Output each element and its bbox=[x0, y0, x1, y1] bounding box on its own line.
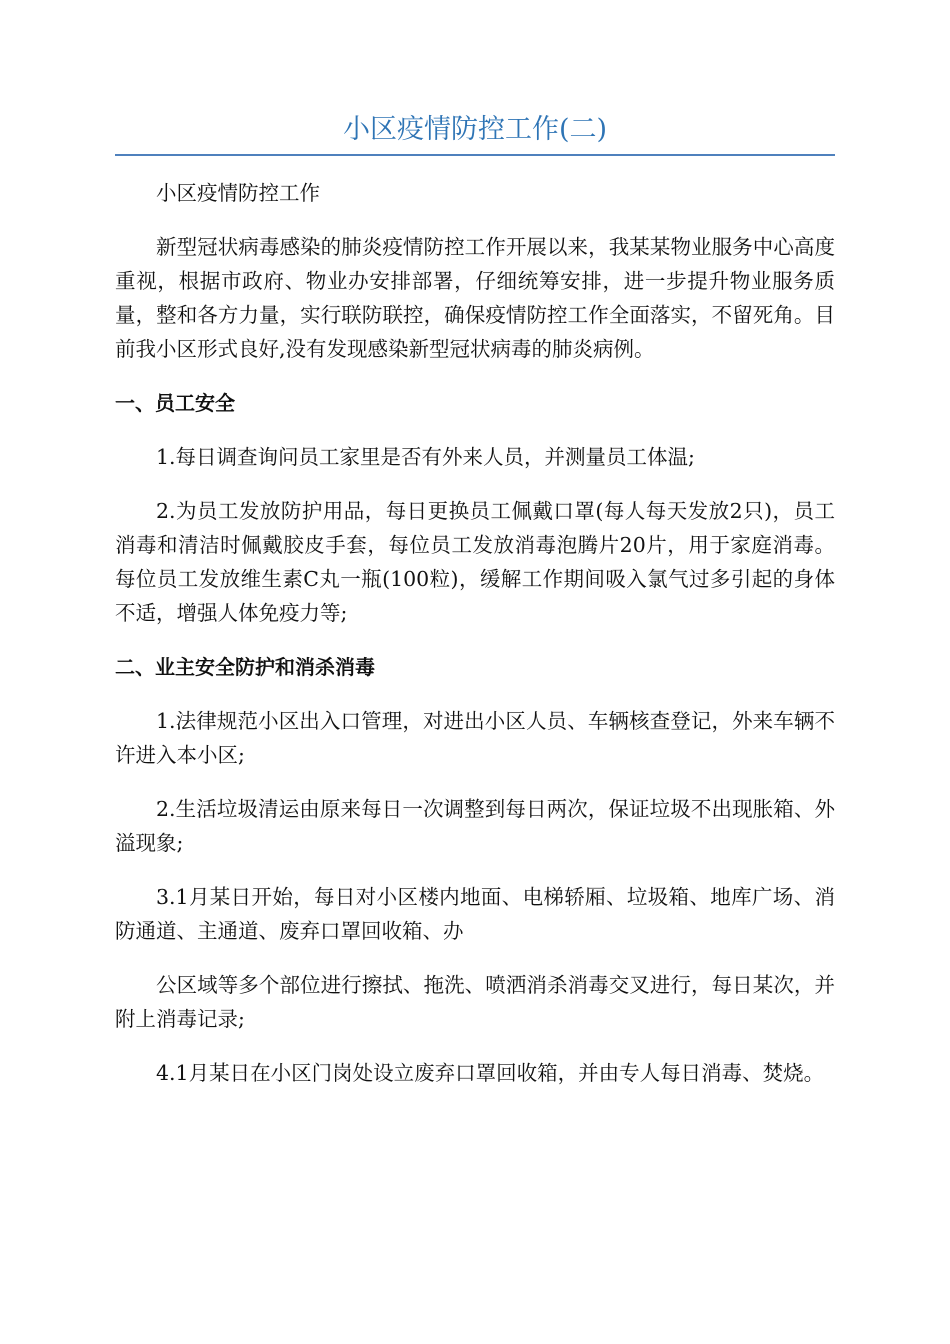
page-title: 小区疫情防控工作(二) bbox=[342, 114, 608, 145]
intro-paragraph: 新型冠状病毒感染的肺炎疫情防控工作开展以来，我某某物业服务中心高度重视，根据市政府、物业办安排部署，仔细统筹安排，进一步提升物业服务质量，整和各方力量，实行联防联控，确保疫情防控工作全面落实，不留死角。目前我小区形式良好,没有发现感染新型冠状病毒的肺炎病例。 bbox=[115, 235, 835, 361]
section-heading-staff-safety: 一、员工安全 bbox=[115, 391, 235, 415]
title-underline bbox=[115, 154, 835, 156]
staff-item-2: 2.为员工发放防护用品，每日更换员工佩戴口罩(每人每天发放2只)，员工消毒和清洁时佩戴胶皮手套，每位员工发放消毒泡腾片20片，用于家庭消毒。每位员工发放维生素C丸一瓶(100粒)，缓解工作期间吸入氯气过多引起的身体不适，增强人体免疫力等; bbox=[115, 499, 835, 625]
document-subtitle: 小区疫情防控工作 bbox=[156, 181, 320, 205]
owner-item-3-continued: 公区域等多个部位进行擦拭、拖洗、喷洒消杀消毒交叉进行，每日某次，并附上消毒记录; bbox=[115, 973, 835, 1031]
owner-item-4: 4.1月某日在小区门岗处设立废弃口罩回收箱，并由专人每日消毒、焚烧。 bbox=[156, 1061, 825, 1085]
owner-item-2: 2.生活垃圾清运由原来每日一次调整到每日两次，保证垃圾不出现胀箱、外溢现象; bbox=[115, 797, 835, 855]
staff-item-1: 1.每日调查询问员工家里是否有外来人员，并测量员工体温; bbox=[156, 445, 695, 469]
document-body bbox=[115, 108, 835, 1110]
owner-item-1: 1.法律规范小区出入口管理，对进出小区人员、车辆核查登记，外来车辆不许进入本小区; bbox=[115, 709, 835, 767]
owner-item-3: 3.1月某日开始，每日对小区楼内地面、电梯轿厢、垃圾箱、地库广场、消防通道、主通道、废弃口罩回收箱、办 bbox=[115, 885, 835, 943]
section-heading-owner-protection: 二、业主安全防护和消杀消毒 bbox=[115, 655, 375, 679]
